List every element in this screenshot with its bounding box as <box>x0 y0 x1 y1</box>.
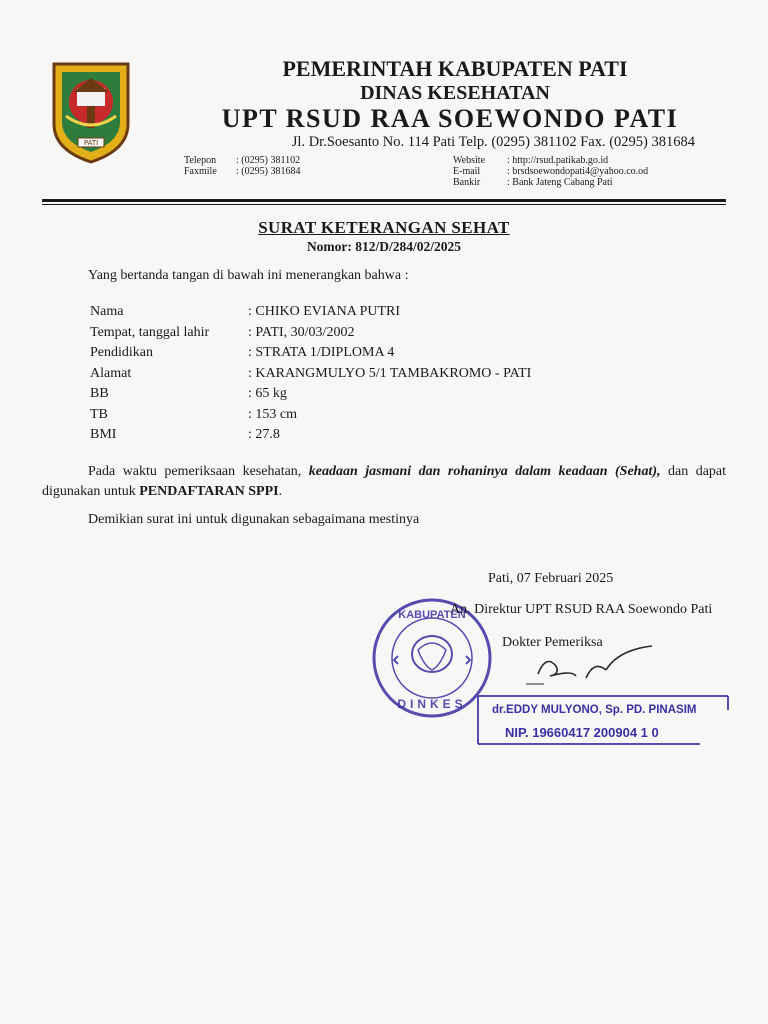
header-hospital: UPT RSUD RAA SOEWONDO PATI <box>221 104 679 133</box>
header-divider-thin <box>42 204 726 205</box>
contact-fax: Faxmile : (0295) 381684 <box>184 166 301 177</box>
handwritten-signature <box>520 640 660 690</box>
field-row-education: Pendidikan : STRATA 1/DIPLOMA 4 <box>90 345 395 361</box>
contacts-right <box>453 155 648 188</box>
field-row-birth: Tempat, tanggal lahir : PATI, 30/03/2002 <box>90 324 355 340</box>
letter-intro: Yang bertanda tangan di bawah ini menerangkan bahwa : <box>88 268 409 283</box>
health-statement: Pada waktu pemeriksaan kesehatan, keadaan jasmani dan rohaninya dalam keadaan (Sehat), dan dapat digunakan untuk PENDAFTARAN SPPI. <box>42 464 727 499</box>
field-row-address: Alamat : KARANGMULYO 5/1 TAMBAKROMO - PATI <box>90 365 532 381</box>
field-row-height: TB : 153 cm <box>90 406 297 422</box>
svg-text:KABUPATEN: KABUPATEN <box>398 609 466 621</box>
doctor-nip: NIP. 19660417 200904 1 0 <box>505 725 659 740</box>
contact-website: Website : http://rsud.patikab.go.id <box>453 155 609 166</box>
field-row-weight: BB : 65 kg <box>90 386 287 402</box>
header-address: Jl. Dr.Soesanto No. 114 Pati Telp. (0295) 381102 Fax. (0295) 381684 <box>291 134 695 150</box>
logo-label: PATI <box>83 139 99 147</box>
doctor-name: dr.EDDY MULYONO, Sp. PD. PINASIM <box>492 704 697 716</box>
contacts-left <box>184 155 300 177</box>
closing-statement: Demikian surat ini untuk digunakan sebagaimana mestinya <box>88 512 420 527</box>
on-behalf-of: An. Direktur UPT RSUD RAA Soewondo Pati <box>450 602 713 617</box>
place-date: Pati, 07 Februari 2025 <box>488 571 614 586</box>
field-row-name: Nama : CHIKO EVIANA PUTRI <box>90 304 401 320</box>
contact-bank: Bankir : Bank Jateng Cabang Pati <box>453 177 613 188</box>
header-department: DINAS KESEHATAN <box>360 82 550 104</box>
pati-regency-logo <box>46 58 136 166</box>
signer-role: Dokter Pemeriksa <box>502 635 603 650</box>
header-divider-thick <box>42 199 726 202</box>
field-row-bmi: BMI : 27.8 <box>90 427 280 443</box>
header-government: PEMERINTAH KABUPATEN PATI <box>282 56 628 81</box>
purpose: PENDAFTARAN SPPI <box>139 484 279 499</box>
health-condition: keadaan jasmani dan rohaninya dalam keadaan (Sehat), <box>308 464 661 479</box>
svg-text:DINKES: DINKES <box>397 697 467 711</box>
contact-phone: Telepon : (0295) 381102 <box>184 155 301 166</box>
letter-title: SURAT KETERANGAN SEHAT <box>258 218 510 237</box>
contact-email: E-mail : brsdsoewondopati4@yahoo.co.od <box>453 166 649 177</box>
patient-details <box>90 302 531 446</box>
letter-number: Nomor: 812/D/284/02/2025 <box>306 239 462 254</box>
